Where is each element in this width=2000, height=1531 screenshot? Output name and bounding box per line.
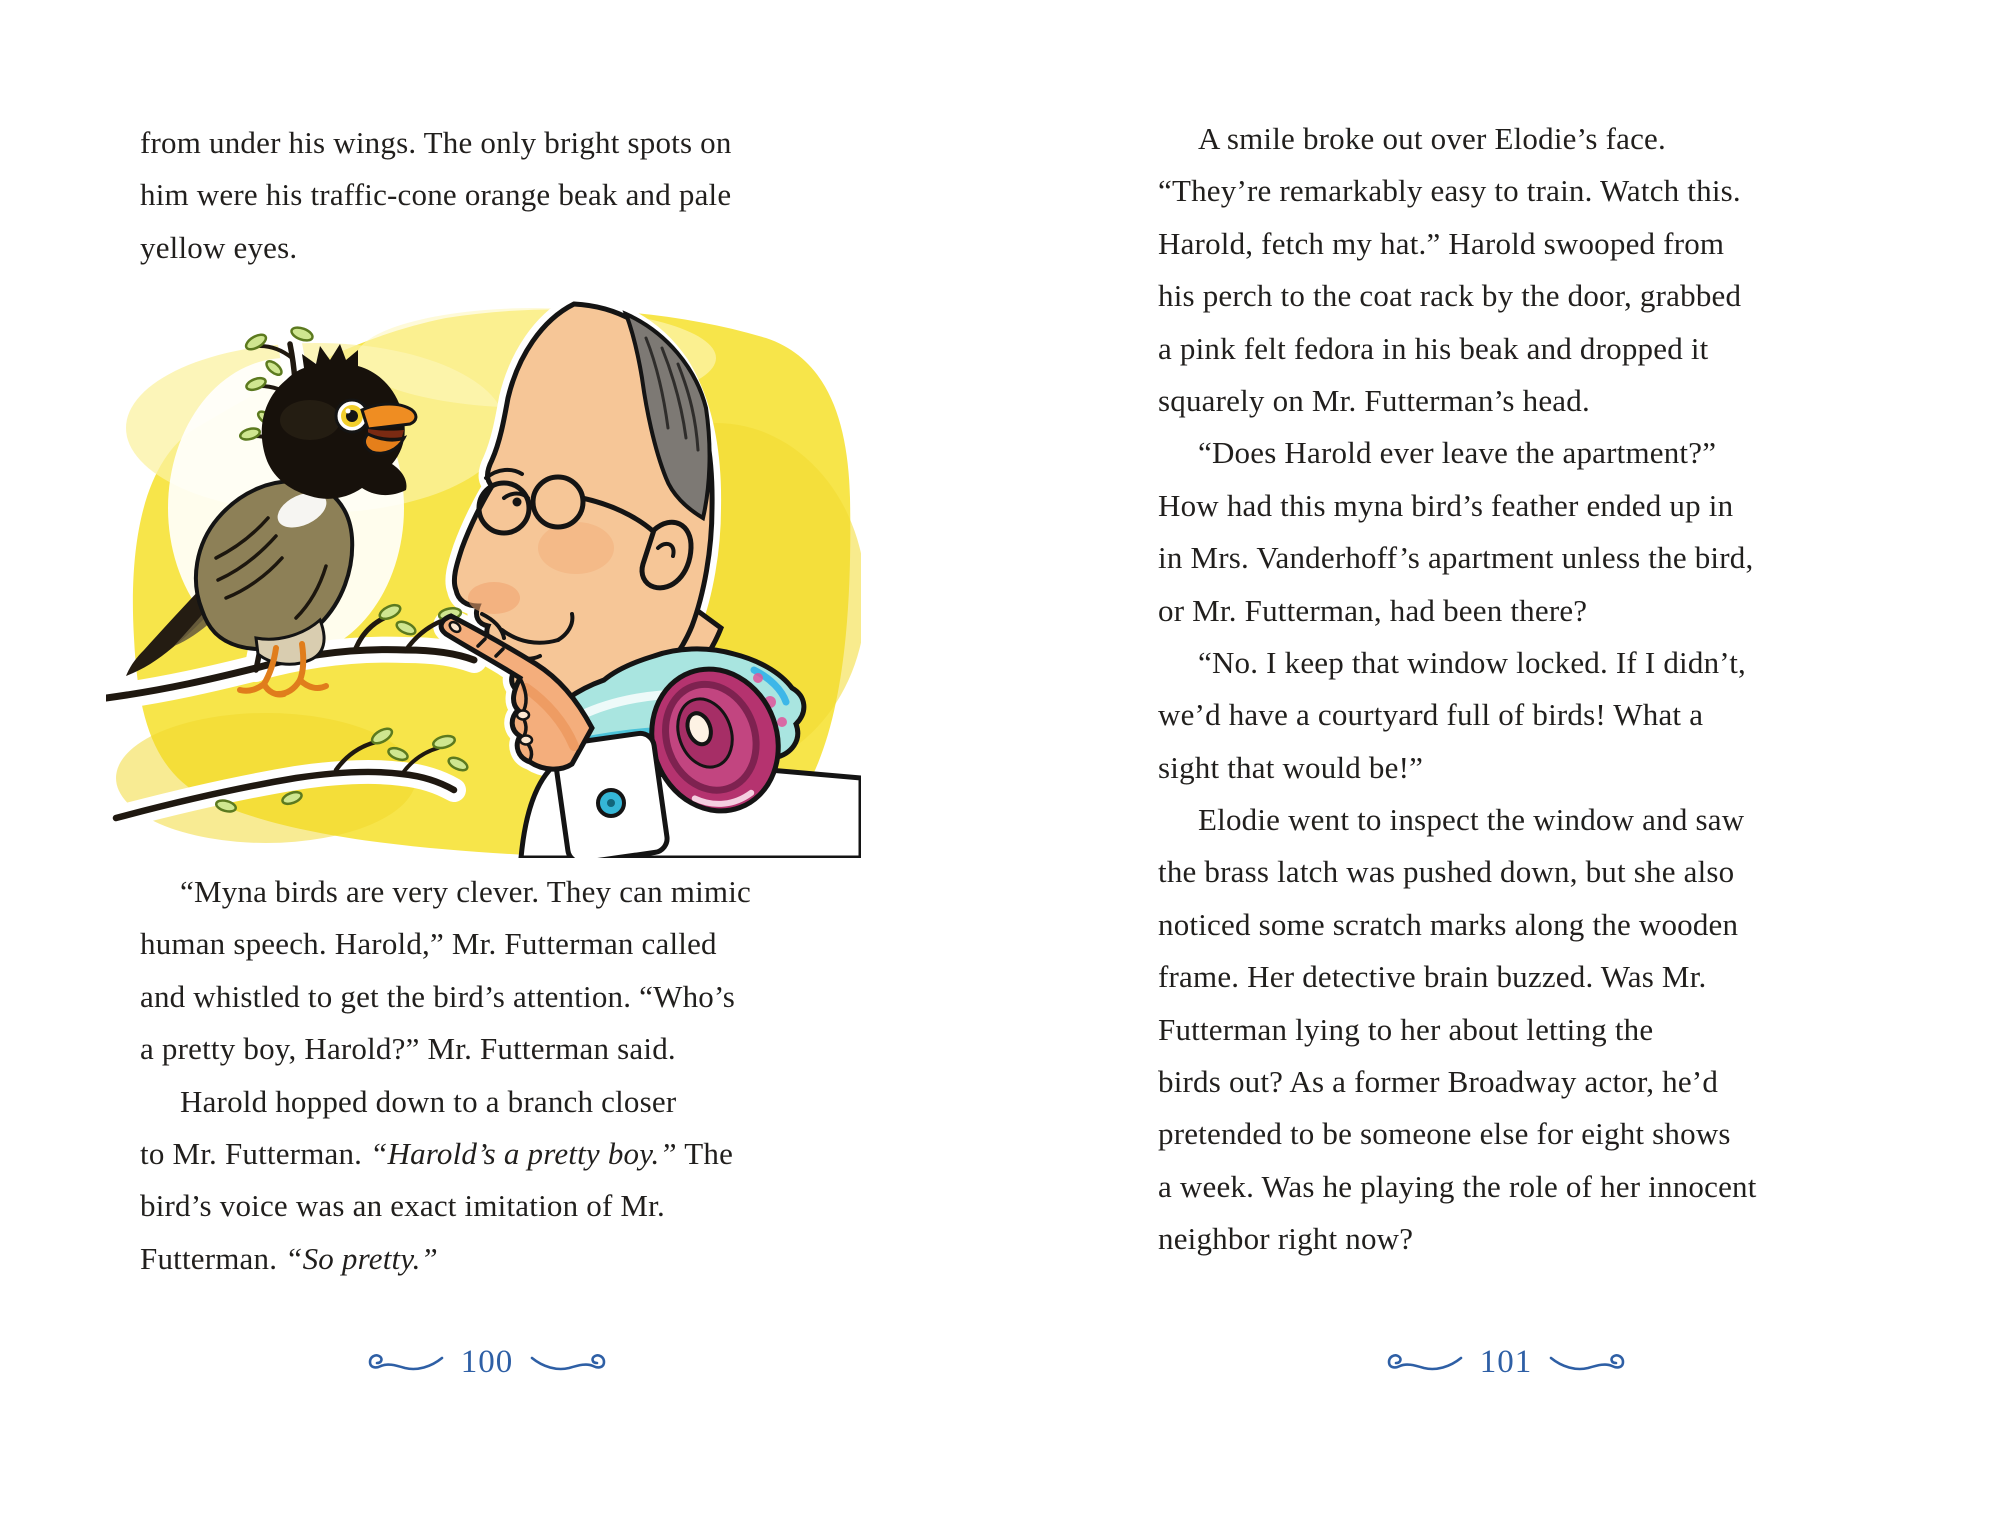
- text-line: “No. I keep that window locked. If I didn’t,: [1198, 644, 1747, 680]
- text-line: a pink felt fedora in his beak and dropped it: [1158, 330, 1709, 366]
- text-line: “Does Harold ever leave the apartment?”: [1198, 435, 1717, 471]
- text-line: yellow eyes.: [140, 229, 298, 265]
- page-number-left: 100: [460, 1344, 514, 1380]
- text-line: or Mr. Futterman, had been there?: [1158, 592, 1588, 628]
- text-line: Elodie went to inspect the window and saw: [1198, 802, 1745, 838]
- text-line: How had this myna bird’s feather ended up in: [1158, 487, 1734, 523]
- text-line: him were his traffic-cone orange beak and pale: [140, 177, 732, 213]
- text-line: noticed some scratch marks along the wooden: [1158, 906, 1739, 942]
- text-line: the brass latch was pushed down, but she also: [1158, 854, 1735, 890]
- text-line: in Mrs. Vanderhoff’s apartment unless the bird,: [1158, 540, 1754, 576]
- text-line: “Myna birds are very clever. They can mimic: [180, 874, 751, 909]
- text-line: “They’re remarkably easy to train. Watch this.: [1158, 173, 1741, 209]
- text-line: human speech. Harold,” Mr. Futterman called: [140, 926, 717, 962]
- text-line: Futterman. “So pretty.”: [140, 1240, 438, 1276]
- text-line: squarely on Mr. Futterman’s head.: [1158, 382, 1590, 418]
- text-line: pretended to be someone else for eight shows: [1158, 1116, 1731, 1152]
- flourish-left-icon: [367, 1350, 445, 1376]
- text-line: Harold hopped down to a branch closer: [180, 1083, 677, 1119]
- text-line: birds out? As a former Broadway actor, he’d: [1158, 1064, 1719, 1100]
- text-line: bird’s voice was an exact imitation of Mr.: [140, 1188, 665, 1224]
- text-line: from under his wings. The only bright spots on: [140, 125, 732, 160]
- illustration-canvas: [106, 298, 861, 858]
- page-number-right: 101: [1479, 1344, 1533, 1380]
- text-line: a pretty boy, Harold?” Mr. Futterman said.: [140, 1031, 676, 1067]
- left-page-bottom-text: [140, 866, 840, 1285]
- left-page-top-text: [140, 117, 840, 274]
- text-line: to Mr. Futterman. “Harold’s a pretty boy.” The: [140, 1135, 734, 1171]
- text-line: a week. Was he playing the role of her innocent: [1158, 1168, 1757, 1204]
- text-line: sight that would be!”: [1158, 749, 1424, 785]
- text-line: Harold, fetch my hat.” Harold swooped from: [1158, 225, 1725, 261]
- flourish-right-icon: [529, 1350, 607, 1376]
- right-page-footer: [1346, 1344, 1666, 1381]
- flourish-left-icon: [1386, 1350, 1464, 1376]
- text-line: neighbor right now?: [1158, 1221, 1414, 1257]
- text-line: and whistled to get the bird’s attention. “Who’s: [140, 978, 736, 1014]
- text-line: A smile broke out over Elodie’s face.: [1198, 121, 1666, 156]
- text-line: Futterman lying to her about letting the: [1158, 1011, 1654, 1047]
- flourish-right-icon: [1548, 1350, 1626, 1376]
- text-line: his perch to the coat rack by the door, grabbed: [1158, 278, 1742, 314]
- text-line: we’d have a courtyard full of birds! What a: [1158, 697, 1704, 733]
- myna-bird-illustration: [106, 298, 861, 858]
- text-line: frame. Her detective brain buzzed. Was Mr.: [1158, 959, 1707, 995]
- right-page-text: [1158, 113, 1858, 1266]
- left-page-footer: [327, 1344, 647, 1381]
